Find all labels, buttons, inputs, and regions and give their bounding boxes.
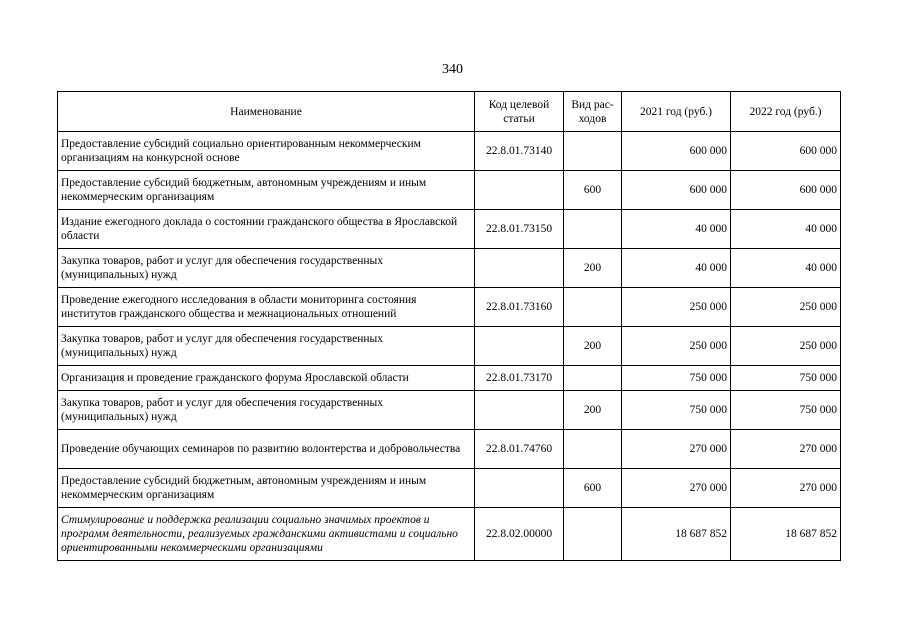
cell-2022: 270 000 — [731, 430, 841, 469]
cell-2021: 40 000 — [622, 249, 731, 288]
cell-2021: 750 000 — [622, 366, 731, 391]
cell-2021: 600 000 — [622, 171, 731, 210]
cell-kind — [564, 430, 622, 469]
cell-code — [475, 249, 564, 288]
cell-code: 22.8.01.73160 — [475, 288, 564, 327]
table-row — [58, 132, 841, 171]
cell-name: Предоставление субсидий социально ориентированным некоммерческим организациям на конкурсной основе — [58, 132, 475, 171]
cell-kind — [564, 132, 622, 171]
cell-code — [475, 327, 564, 366]
cell-code: 22.8.01.74760 — [475, 430, 564, 469]
cell-kind: 200 — [564, 391, 622, 430]
header-name: Наименование — [58, 92, 475, 132]
cell-name: Организация и проведение гражданского форума Ярославской области — [58, 366, 475, 391]
cell-2021: 750 000 — [622, 391, 731, 430]
cell-name: Стимулирование и поддержка реализации социально значимых проектов и программ деятельности, реализуемых гражданскими активистами и социально ориентированными некоммерческими организациями — [58, 508, 475, 561]
cell-code — [475, 391, 564, 430]
cell-2021: 250 000 — [622, 327, 731, 366]
cell-2022: 600 000 — [731, 171, 841, 210]
cell-2021: 40 000 — [622, 210, 731, 249]
cell-2021: 600 000 — [622, 132, 731, 171]
cell-code: 22.8.01.73170 — [475, 366, 564, 391]
cell-kind — [564, 508, 622, 561]
cell-2021: 250 000 — [622, 288, 731, 327]
cell-kind: 200 — [564, 327, 622, 366]
cell-name: Предоставление субсидий бюджетным, автономным учреждениям и иным некоммерческим организациям — [58, 469, 475, 508]
header-code: Код целевой статьи — [475, 92, 564, 132]
table-row — [58, 391, 841, 430]
cell-name: Закупка товаров, работ и услуг для обеспечения государственных (муниципальных) нужд — [58, 327, 475, 366]
cell-2022: 40 000 — [731, 249, 841, 288]
header-2021: 2021 год (руб.) — [622, 92, 731, 132]
table-header-row — [58, 92, 841, 132]
cell-code: 22.8.01.73150 — [475, 210, 564, 249]
cell-name: Издание ежегодного доклада о состоянии гражданского общества в Ярославской области — [58, 210, 475, 249]
cell-name: Закупка товаров, работ и услуг для обеспечения государственных (муниципальных) нужд — [58, 391, 475, 430]
table-row — [58, 288, 841, 327]
table-row — [58, 508, 841, 561]
table-row — [58, 366, 841, 391]
cell-code: 22.8.02.00000 — [475, 508, 564, 561]
cell-kind: 200 — [564, 249, 622, 288]
cell-2021: 270 000 — [622, 430, 731, 469]
table-row — [58, 430, 841, 469]
cell-kind — [564, 210, 622, 249]
cell-2022: 40 000 — [731, 210, 841, 249]
cell-2022: 18 687 852 — [731, 508, 841, 561]
cell-2022: 750 000 — [731, 366, 841, 391]
cell-kind: 600 — [564, 469, 622, 508]
header-2022: 2022 год (руб.) — [731, 92, 841, 132]
table-row — [58, 249, 841, 288]
cell-code: 22.8.01.73140 — [475, 132, 564, 171]
cell-name: Проведение ежегодного исследования в области мониторинга состояния институтов гражданского общества и межнациональных отношений — [58, 288, 475, 327]
cell-2022: 750 000 — [731, 391, 841, 430]
cell-kind — [564, 288, 622, 327]
cell-2021: 270 000 — [622, 469, 731, 508]
table-row — [58, 327, 841, 366]
cell-name: Предоставление субсидий бюджетным, автономным учреждениям и иным некоммерческим организациям — [58, 171, 475, 210]
table-row — [58, 469, 841, 508]
cell-2022: 250 000 — [731, 288, 841, 327]
header-kind: Вид рас- ходов — [564, 92, 622, 132]
budget-table — [57, 91, 841, 561]
cell-code — [475, 171, 564, 210]
cell-code — [475, 469, 564, 508]
cell-kind — [564, 366, 622, 391]
cell-2022: 270 000 — [731, 469, 841, 508]
cell-kind: 600 — [564, 171, 622, 210]
cell-2021: 18 687 852 — [622, 508, 731, 561]
cell-2022: 250 000 — [731, 327, 841, 366]
cell-name: Закупка товаров, работ и услуг для обеспечения государственных (муниципальных) нужд — [58, 249, 475, 288]
page-number: 340 — [442, 62, 463, 77]
cell-name: Проведение обучающих семинаров по развитию волонтерства и добровольчества — [58, 430, 475, 469]
table-row — [58, 171, 841, 210]
cell-2022: 600 000 — [731, 132, 841, 171]
table-row — [58, 210, 841, 249]
